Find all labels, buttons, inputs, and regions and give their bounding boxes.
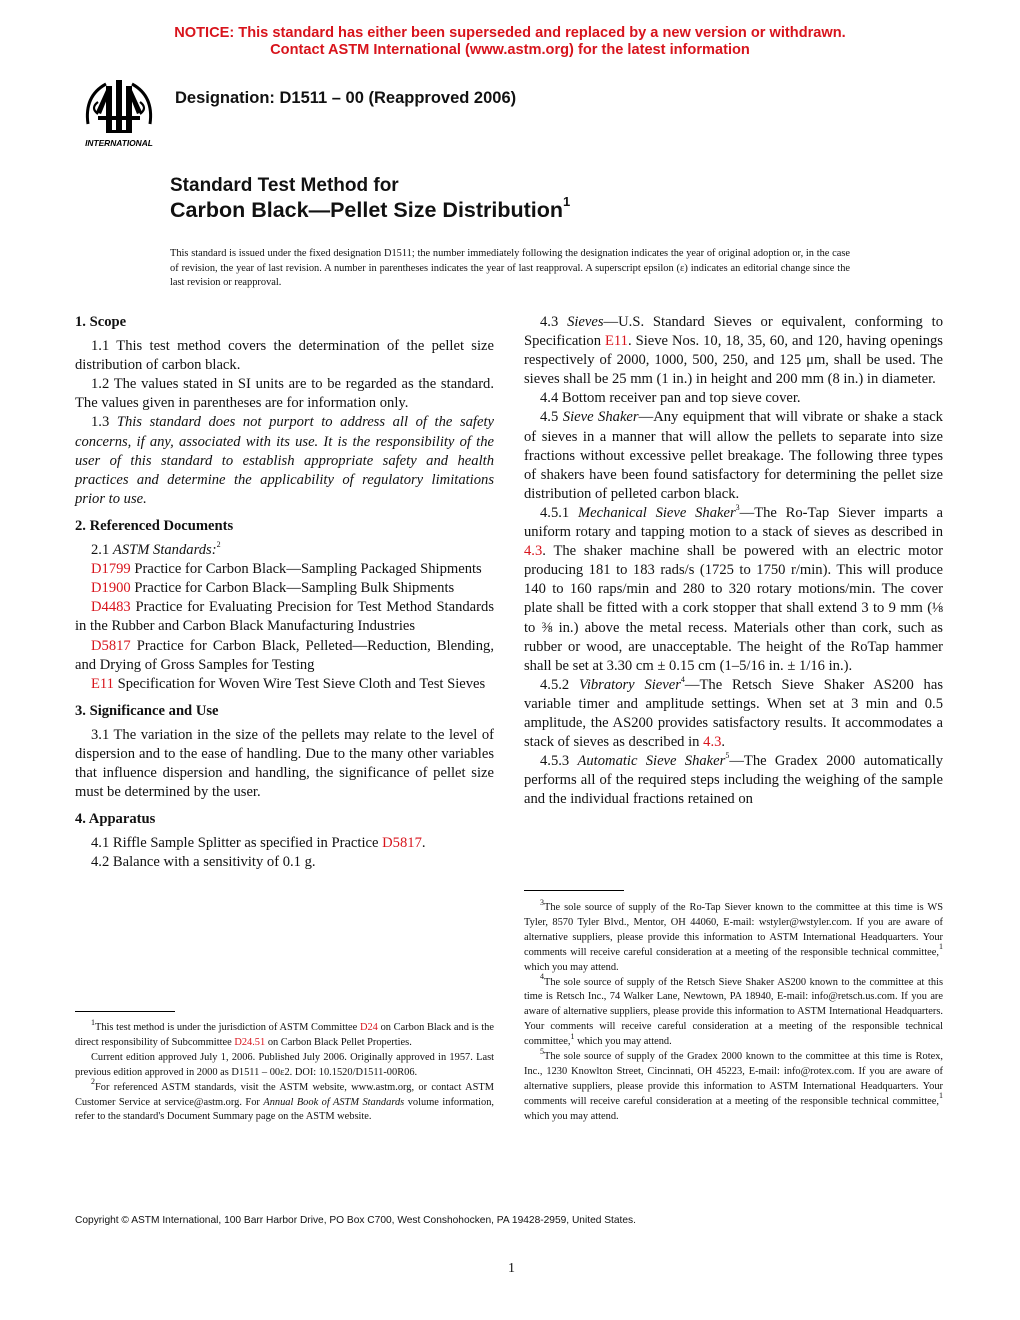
footnote-ref: 1 — [939, 1091, 943, 1101]
reference-title: Practice for Carbon Black—Sampling Packaged Shipments — [134, 561, 482, 578]
paragraph-text: —Any equipment that will vibrate or shake a stack of sieves in a manner that will allow the pellets to separate into size fractions without excessive pellet breakage. The following three types of shakers have been found satisfactory for determining the pellet size distribution of pelleted carbon black. — [524, 409, 943, 502]
paragraph-end: . — [421, 835, 426, 852]
footnotes-right — [524, 897, 943, 1125]
footnote-text: This test method is under the jurisdiction of ASTM Committee — [95, 1022, 358, 1033]
footnote-text: The sole source of supply of the Ro-Tap Siever known to the committee at this time is WS Tyler, 8570 Tyler Blvd., Mentor, OH 44060, E-mail: wstyler@wstyler.com. If you are aware of alternative suppliers, please provide this information to ASTM International Headquarters. Your comments will receive careful consideration at a meeting of the responsible technical committee, — [524, 902, 943, 958]
paragraph-text: . The shaker machine shall be powered with an electric motor producing 181 to 183 rads/s (1725 to 1750 r/min). This will produce 140 to 160 raps/min and 280 to 320 rotary motions/min. The cover plate shall be fitted with a cork stopper that shall extend 3 to 9 mm (⅛ to ⅜ in.) above the metal recess. Materials other than cork, such as rubber or wood, are unacceptable. The height of the RoTap hammer shall be set at 3.30 cm ± 0.15 cm (1–5/16 in. ± 1/16 in.). — [524, 543, 943, 674]
paragraph-number: 4.5.2 — [540, 676, 570, 693]
left-column — [75, 313, 494, 873]
paragraph-label: Mechanical Sieve Shaker — [577, 504, 736, 521]
committee-link-d24[interactable]: D24 — [359, 1022, 378, 1033]
footnote-2 — [75, 1077, 495, 1126]
footnote-ref: 1 — [570, 1031, 575, 1041]
section-apparatus-heading: 4. Apparatus — [75, 811, 156, 828]
paragraph-label: Sieves — [567, 314, 604, 330]
paragraph-2-1 — [75, 541, 494, 560]
footnote-text: which you may attend. — [524, 961, 619, 973]
notice-line-1: NOTICE: This standard has either been superseded and replaced by a new version or withdrawn. — [174, 25, 846, 41]
paragraph-4-5 — [524, 408, 943, 503]
footnote-text: which you may attend. — [524, 1110, 619, 1122]
footnote-mark-4: 4 — [680, 674, 685, 684]
title-line-2 — [170, 194, 571, 223]
footnotes-left — [75, 1017, 495, 1125]
footnote-text: on Carbon Black Pellet Properties. — [267, 1036, 412, 1048]
paragraph-4-4: 4.4 Bottom receiver pan and top sieve cover. — [540, 390, 801, 407]
footnote-5 — [524, 1046, 943, 1125]
copyright-line: Copyright © ASTM International, 100 Barr Harbor Drive, PO Box C700, West Conshohocken, PA 19428-2959, United States. — [75, 1215, 636, 1226]
footnote-number: 4 — [540, 972, 544, 982]
section-significance-heading: 3. Significance and Use — [75, 702, 219, 719]
paragraph-1-3 — [75, 413, 494, 508]
page-number: 1 — [508, 1261, 515, 1276]
paragraph-4-2: 4.2 Balance with a sensitivity of 0.1 g. — [91, 854, 316, 871]
footnote-text: For referenced ASTM standards, visit the ASTM website, www.astm.org, or contact ASTM Customer Service at service@astm.org. For — [75, 1081, 494, 1108]
footnote-number: 2 — [91, 1077, 95, 1087]
paragraph-label: Sieve Shaker — [562, 409, 639, 426]
title-text: Carbon Black—Pellet Size Distribution — [170, 198, 564, 223]
footnote-4 — [524, 972, 943, 1051]
logo-lettering: INTERNATIONAL — [85, 138, 153, 148]
reference-title: Specification for Woven Wire Test Sieve Cloth and Test Sieves — [117, 675, 486, 692]
footnote-text: on Carbon Black and is the direct responsibility of Subcommittee — [75, 1022, 494, 1048]
paragraph-text: . — [721, 734, 726, 751]
footnote-text: The sole source of supply of the Retsch Sieve Shaker AS200 known to the committee at this time is Retsch Inc., 74 Walker Lane, Newtown, PA 18940, E-mail: info@retsch.us.com. If you are aware of alternative suppliers, please provide this information to ASTM International Headquarters. Your comments will receive careful consideration at a meeting of the responsible technical committee, — [524, 976, 943, 1048]
designation: Designation: D1511 – 00 (Reapproved 2006) — [175, 89, 517, 107]
reference-item — [75, 560, 494, 579]
astm-standards-label: ASTM Standards: — [112, 542, 217, 559]
reference-item — [75, 598, 494, 636]
reference-title: Practice for Carbon Black—Sampling Bulk Shipments — [134, 580, 455, 597]
footnote-1 — [75, 1017, 494, 1051]
title-footnote-mark: 1 — [563, 194, 571, 209]
astm-logo-icon — [76, 72, 162, 152]
section-referenced-heading: 2. Referenced Documents — [75, 517, 234, 534]
footnote-divider — [75, 1011, 175, 1012]
reference-link-e11-inline[interactable]: E11 — [604, 333, 628, 350]
paragraph-label: Vibratory Siever — [578, 676, 681, 693]
paragraph-4-5-3 — [524, 752, 943, 809]
paragraph-text: —The Ro-Tap Siever imparts a uniform rotary and tapping motion to a stack of sieves as described in — [524, 504, 943, 541]
paragraph-number: 4.5.3 — [540, 753, 570, 770]
footnote-mark-3: 3 — [735, 503, 740, 513]
paragraph-number: 1.3 — [91, 414, 110, 431]
reference-item — [75, 637, 494, 675]
section-link-4-3[interactable]: 4.3 — [524, 543, 543, 560]
footnote-text: volume information, refer to the standard's Document Summary page on the ASTM website. — [75, 1096, 495, 1123]
paragraph-number: 2.1 — [91, 542, 110, 559]
paragraph-text: —The Retsch Sieve Shaker AS200 has variable timer and amplitude settings. When set at 3 min and 0.5 amplitude, the AS200 provides satisfactory results. It accommodates a stack of sieves as described in — [524, 676, 943, 751]
supersede-notice — [0, 25, 1020, 59]
paragraph-1-1: 1.1 This test method covers the determination of the pellet size distribution of carbon black. — [75, 338, 494, 374]
footnote-1-edition: Current edition approved July 1, 2006. Published July 2006. Originally approved in 1957. Last previous edition approved in 2000 as D1511 – 00ε2. DOI: 10.1520/D1511-00R06. — [75, 1051, 494, 1078]
right-column — [524, 313, 943, 809]
reference-link-d4483[interactable]: D4483 — [91, 599, 131, 616]
paragraph-4-3 — [524, 313, 943, 389]
reference-link-d5817[interactable]: D5817 — [91, 637, 131, 654]
section-scope-heading: 1. Scope — [75, 314, 127, 330]
footnote-mark-5: 5 — [725, 751, 730, 761]
paragraph-3-1: 3.1 The variation in the size of the pellets may relate to the level of dispersion and to the ease of handling. Due to the many other variables that influence dispersion and handling, the significance of pellet size must be determined by the user. — [75, 726, 494, 801]
paragraph-label: Automatic Sieve Shaker — [577, 753, 726, 770]
footnote-italic: Annual Book of ASTM Standards — [263, 1096, 405, 1108]
footnote-number: 5 — [540, 1046, 544, 1056]
reference-link-d5817-inline[interactable]: D5817 — [382, 835, 422, 852]
paragraph-number: 4.5.1 — [540, 504, 570, 521]
paragraph-text: . Sieve Nos. 10, 18, 35, 60, and 120, having openings respectively of 2000, 1000, 500, 250, and 125 μm, shall be used. The sieves shall be 25 mm (1 in.) in height and 200 mm (8 in.) in diameter. — [524, 333, 943, 388]
reference-title: Practice for Carbon Black, Pelleted—Reduction, Blending, and Drying of Gross Samples for Testing — [75, 637, 494, 673]
footnote-text: which you may attend. — [577, 1036, 672, 1048]
footnote-text: The sole source of supply of the Gradex 2000 known to the committee at this time is Rotex, Inc., 1230 Knowlton Street, Cincinnati, OH 45223, E-mail: info@rotex.com. If you are aware of alternative suppliers, please provide this information to ASTM International Headquarters. Your comments will receive careful consideration at a meeting of the responsible technical committee, — [524, 1051, 943, 1107]
paragraph-4-5-1 — [524, 504, 943, 676]
issue-note: This standard is issued under the fixed designation D1511; the number immediately following the designation indicates the year of original adoption or, in the case of revision, the year of last revision. A number in parentheses indicates the year of last reapproval. A superscript epsilon (ε) indicates an editorial change since the last revision or reapproval. — [170, 248, 850, 289]
paragraph-number: 4.5 — [540, 409, 559, 426]
title-line-1: Standard Test Method for — [170, 175, 399, 196]
paragraph-4-5-2 — [524, 676, 943, 752]
safety-statement: This standard does not purport to address all of the safety concerns, if any, associated with its use. It is the responsibility of the user of this standard to establish appropriate safety and health practices and determine the applicability of regulatory limitations prior to use. — [75, 414, 494, 507]
footnote-mark-2: 2 — [216, 540, 221, 550]
section-link-4-3[interactable]: 4.3 — [703, 734, 722, 751]
reference-item — [75, 579, 494, 598]
paragraph-4-1 — [75, 834, 494, 853]
reference-title: Practice for Evaluating Precision for Test Method Standards in the Rubber and Carbon Black Manufacturing Industries — [75, 599, 494, 635]
reference-link-d1900[interactable]: D1900 — [91, 580, 131, 597]
paragraph-number: 4.3 — [540, 314, 559, 330]
paragraph-text: —U.S. Standard Sieves or equivalent, conforming to Specification — [524, 314, 943, 350]
footnote-divider — [524, 890, 624, 891]
paragraph-text: —The Gradex 2000 automatically performs all of the required steps including the weighing of the sample and the individual fractions retained on — [524, 753, 943, 808]
footnote-ref: 1 — [939, 942, 943, 952]
paragraph-1-2: 1.2 The values stated in SI units are to be regarded as the standard. The values given in parentheses are for information only. — [75, 376, 494, 412]
reference-link-d1799[interactable]: D1799 — [91, 561, 131, 578]
footnote-3 — [524, 897, 943, 976]
footnote-number: 3 — [540, 897, 544, 907]
footnote-number: 1 — [91, 1017, 95, 1027]
reference-item — [75, 675, 494, 694]
notice-line-2: Contact ASTM International (www.astm.org) for the latest information — [270, 42, 750, 58]
reference-link-e11[interactable]: E11 — [91, 675, 114, 692]
subcommittee-link-d24-51[interactable]: D24.51 — [234, 1036, 266, 1048]
paragraph-text: 4.1 Riffle Sample Splitter as specified in Practice — [91, 835, 379, 852]
